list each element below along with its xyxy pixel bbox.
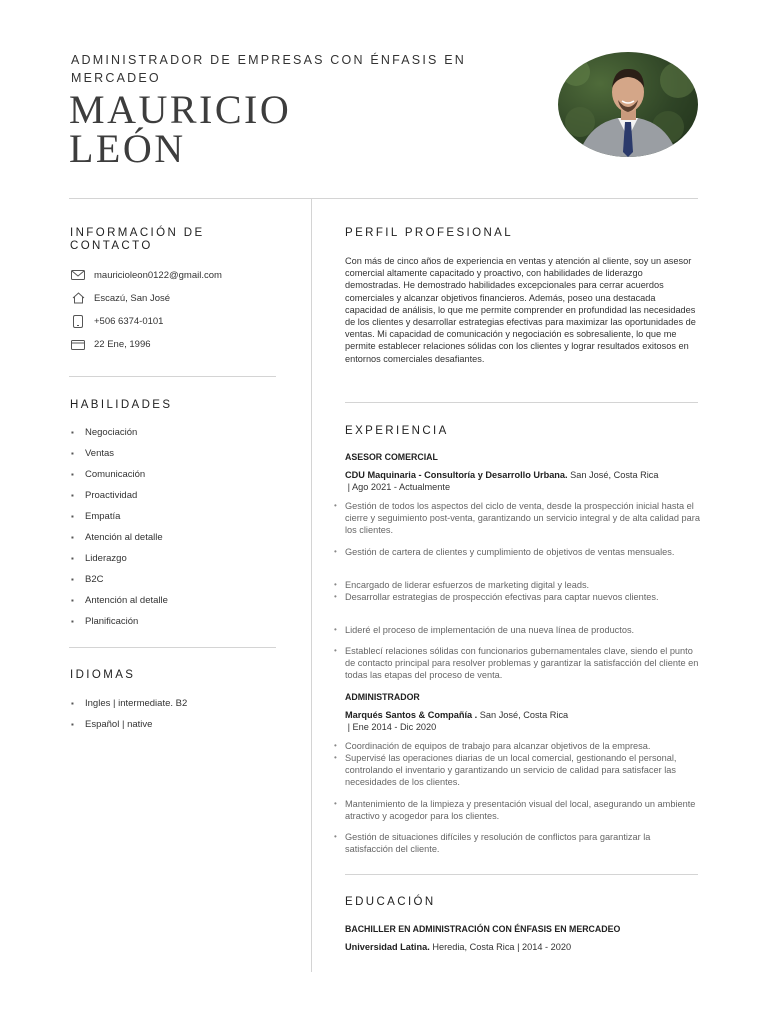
bullet-icon: ▪	[71, 596, 74, 605]
job-role: ASESOR COMERCIAL	[345, 452, 438, 462]
job-title: ADMINISTRADOR DE EMPRESAS CON ÉNFASIS EN MERCADEO	[71, 53, 466, 85]
skill-item: ▪ Atención al detalle	[71, 532, 163, 543]
language-item: ▪ Español | native	[71, 719, 153, 730]
education-school: Universidad Latina.	[345, 942, 430, 952]
bullet-icon: •	[334, 580, 337, 589]
contact-section-title: INFORMACIÓN DE CONTACTO	[70, 227, 205, 252]
education-degree: BACHILLER EN ADMINISTRACIÓN CON ÉNFASIS EN MERCADEO	[345, 924, 621, 934]
job-dates: | Ago 2021 - Actualmente	[347, 482, 451, 493]
skill-item: ▪ Antención al detalle	[71, 595, 168, 606]
contact-birthdate	[70, 337, 151, 351]
job-location: San José, Costa Rica	[479, 710, 569, 720]
profile-divider	[345, 402, 698, 403]
contact-phone-text: +506 6374-0101	[94, 315, 164, 327]
contact-phone	[70, 314, 163, 328]
calendar-icon	[70, 337, 86, 351]
profile-photo	[558, 52, 698, 157]
home-icon	[70, 291, 86, 305]
skill-item: ▪ Liderazgo	[71, 553, 127, 564]
bullet-icon: ▪	[71, 575, 74, 584]
profile-photo-illustration	[558, 52, 698, 157]
skills-section-title: HABILIDADES	[70, 399, 173, 411]
bullet-icon: ▪	[71, 512, 74, 521]
first-name: MAURICIO	[69, 87, 292, 132]
bullet-icon: ▪	[71, 554, 74, 563]
bullet-icon: ▪	[71, 449, 74, 458]
bullet-icon: •	[334, 592, 337, 601]
job-dates: | Ene 2014 - Dic 2020	[347, 722, 437, 733]
skill-item: ▪ Proactividad	[71, 490, 138, 501]
header-divider	[69, 198, 698, 199]
last-name: LEÓN	[69, 126, 186, 171]
job-company: CDU Maquinaria - Consultoría y Desarrollo Urbana.	[345, 470, 568, 480]
contact-divider	[69, 376, 276, 377]
job-role: ADMINISTRADOR	[345, 692, 420, 702]
bullet-icon: ▪	[71, 720, 74, 729]
bullet-icon: •	[334, 625, 337, 634]
phone-icon	[70, 314, 86, 328]
contact-email-text: mauricioleon0122@gmail.com	[94, 269, 222, 281]
education-school-line	[345, 941, 700, 953]
bullet-icon: •	[334, 799, 337, 808]
skills-divider	[69, 647, 276, 648]
skill-item: ▪ Ventas	[71, 448, 115, 459]
education-detail: Heredia, Costa Rica | 2014 - 2020	[432, 942, 572, 952]
bullet-icon: •	[334, 646, 337, 655]
languages-section-title: IDIOMAS	[70, 669, 136, 681]
bullet-icon: •	[334, 741, 337, 750]
bullet-icon: ▪	[71, 428, 74, 437]
bullet-icon: •	[334, 501, 337, 510]
bullet-icon: ▪	[71, 699, 74, 708]
bullet-icon: •	[334, 753, 337, 762]
contact-location-text: Escazú, San José	[94, 292, 171, 304]
bullet-icon: ▪	[71, 533, 74, 542]
skill-item: ▪ Planificación	[71, 616, 139, 627]
job-company-line	[345, 469, 700, 494]
job-company-line	[345, 709, 700, 734]
mail-icon	[70, 268, 86, 282]
bullet-icon: ▪	[71, 491, 74, 500]
profile-summary: Con más de cinco años de experiencia en ventas y atención al cliente, soy un asesor comercial altamente capacitado y proactivo, con habilidades de liderazgo demostradas. He demostrado habilidades excepcionales para cerrar acuerdos comerciales y alcanzar objetivos financieros. Además, poseo una destacada capacidad de análisis, lo que me permite comprender en profundidad las necesidades de los clientes y desarrollar estrategias efectivas para maximizar las oportunidades de ventas. Mi capacidad de comunicación y negociación es sobresaliente, lo que me permite establecer relaciones sólidas con los clientes y lograr resultados exitosos en entornos comerciales desafiantes.	[345, 256, 696, 364]
skill-item: ▪ Negociación	[71, 427, 138, 438]
education-section-title: EDUCACIÓN	[345, 896, 436, 908]
column-divider	[311, 199, 312, 972]
experience-section-title: EXPERIENCIA	[345, 425, 449, 437]
bullet-icon: ▪	[71, 617, 74, 626]
skill-item: ▪ Empatía	[71, 511, 121, 522]
skill-item: ▪ B2C	[71, 574, 104, 585]
person-name	[69, 87, 292, 171]
contact-location	[70, 291, 170, 305]
bullet-icon: •	[334, 832, 337, 841]
contact-birthdate-text: 22 Ene, 1996	[94, 338, 151, 350]
language-item: ▪ Ingles | intermediate. B2	[71, 698, 188, 709]
experience-divider	[345, 874, 698, 875]
profile-section-title: PERFIL PROFESIONAL	[345, 227, 514, 239]
job-location: San José, Costa Rica	[570, 470, 659, 480]
bullet-icon: ▪	[71, 470, 74, 479]
contact-email	[70, 268, 222, 282]
bullet-icon: •	[334, 547, 337, 556]
job-company: Marqués Santos & Compañía .	[345, 710, 478, 720]
skill-item: ▪ Comunicación	[71, 469, 146, 480]
